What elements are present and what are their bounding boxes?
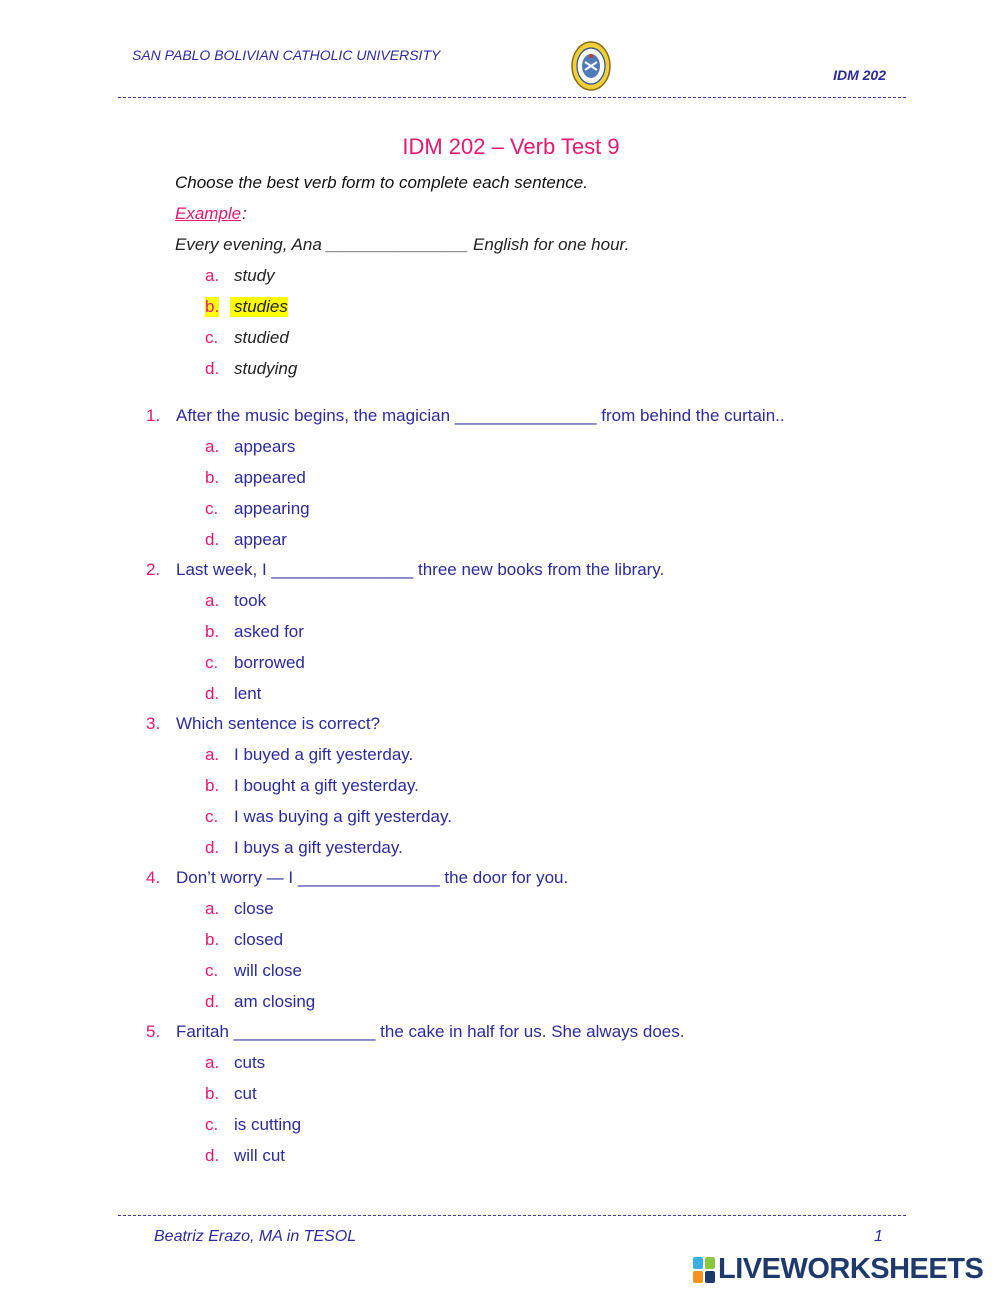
liveworksheets-logo-icon xyxy=(693,1257,715,1283)
option-letter: a. xyxy=(205,899,220,918)
page-number: 1 xyxy=(874,1228,883,1245)
answer-option[interactable]: took xyxy=(234,591,267,610)
example-option-c: studied xyxy=(234,328,289,347)
option-letter: c. xyxy=(205,328,219,347)
option-letter: d. xyxy=(205,992,220,1011)
question-number: 1. xyxy=(146,406,161,425)
instruction: Choose the best verb form to complete each sentence. xyxy=(175,173,588,192)
answer-option[interactable]: asked for xyxy=(234,622,304,641)
page-title: IDM 202 – Verb Test 9 xyxy=(402,134,620,159)
question-number: 5. xyxy=(146,1022,161,1041)
option-letter: b. xyxy=(205,1084,220,1103)
option-letter: b. xyxy=(205,468,220,487)
question-number: 3. xyxy=(146,714,161,733)
option-letter: a. xyxy=(205,745,220,764)
option-letter: a. xyxy=(205,437,220,456)
university-name: SAN PABLO BOLIVIAN CATHOLIC UNIVERSITY xyxy=(132,47,441,63)
course-code: IDM 202 xyxy=(833,67,886,83)
option-letter: c. xyxy=(205,1115,219,1134)
question-text: Which sentence is correct? xyxy=(176,714,381,733)
option-letter: b. xyxy=(205,622,220,641)
answer-option[interactable]: cuts xyxy=(234,1053,266,1072)
answer-option[interactable]: appearing xyxy=(234,499,310,518)
university-seal-icon xyxy=(570,40,612,92)
question-number: 2. xyxy=(146,560,161,579)
answer-option[interactable]: closed xyxy=(234,930,284,949)
footer-divider xyxy=(118,1215,906,1216)
example-label: Example xyxy=(175,204,242,223)
option-letter: a. xyxy=(205,591,220,610)
answer-option[interactable]: borrowed xyxy=(234,653,305,672)
option-letter: a. xyxy=(205,1053,220,1072)
example-sentence: Every evening, Ana _______________ English for one hour. xyxy=(175,235,630,254)
option-letter: d. xyxy=(205,684,220,703)
answer-option[interactable]: close xyxy=(234,899,274,918)
option-letter: a. xyxy=(205,266,220,285)
option-letter: d. xyxy=(205,1146,220,1165)
answer-option[interactable]: will cut xyxy=(234,1146,286,1165)
option-letter: c. xyxy=(205,499,219,518)
brand-name: LIVEWORKSHEETS xyxy=(718,1253,984,1285)
answer-option[interactable]: lent xyxy=(234,684,262,703)
question-text: Last week, I _______________ three new books from the library. xyxy=(176,560,665,579)
question-text: Faritah _______________ the cake in half for us. She always does. xyxy=(176,1022,685,1041)
option-letter: c. xyxy=(205,807,219,826)
answer-option[interactable]: appears xyxy=(234,437,296,456)
answer-option[interactable]: I was buying a gift yesterday. xyxy=(234,807,452,826)
answer-option[interactable]: I buyed a gift yesterday. xyxy=(234,745,414,764)
answer-option[interactable]: I bought a gift yesterday. xyxy=(234,776,419,795)
example-option-d: studying xyxy=(234,359,298,378)
answer-option[interactable]: am closing xyxy=(234,992,316,1011)
header-divider xyxy=(118,97,906,98)
option-letter: d. xyxy=(205,838,220,857)
answer-option[interactable]: will close xyxy=(234,961,303,980)
answer-option[interactable]: appear xyxy=(234,530,287,549)
answer-option[interactable]: appeared xyxy=(234,468,306,487)
example-option-b-highlighted: studies xyxy=(230,297,288,317)
example-colon: : xyxy=(242,204,247,223)
question-text: Don’t worry — I _______________ the door for you. xyxy=(176,868,569,887)
liveworksheets-brand[interactable] xyxy=(693,1253,983,1286)
footer-author: Beatriz Erazo, MA in TESOL xyxy=(154,1228,357,1245)
option-letter: b. xyxy=(205,930,220,949)
option-letter: c. xyxy=(205,961,219,980)
question-number: 4. xyxy=(146,868,161,887)
option-letter: c. xyxy=(205,653,219,672)
answer-option[interactable]: is cutting xyxy=(234,1115,302,1134)
option-letter: d. xyxy=(205,359,220,378)
option-letter: d. xyxy=(205,530,220,549)
example-option-a: study xyxy=(234,266,275,285)
answer-option[interactable]: I buys a gift yesterday. xyxy=(234,838,403,857)
option-letter: b. xyxy=(205,776,220,795)
question-text: After the music begins, the magician _______________ from behind the curtain.. xyxy=(176,406,785,425)
option-letter: b. xyxy=(205,297,220,316)
answer-option[interactable]: cut xyxy=(234,1084,257,1103)
